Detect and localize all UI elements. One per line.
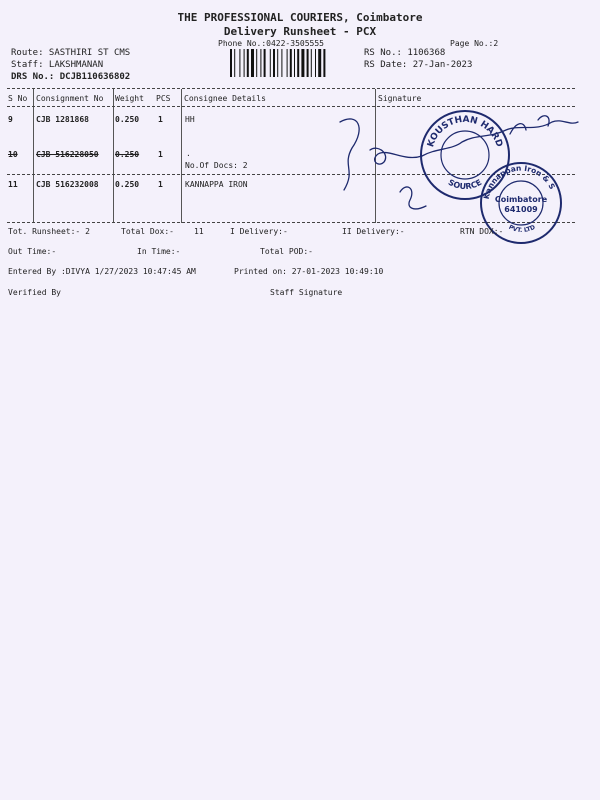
total-dox-value: 11 <box>194 227 204 236</box>
staff-signature: Staff Signature <box>270 288 343 297</box>
verified-by: Verified By <box>8 288 61 297</box>
row-weight: 0.250 <box>115 180 140 189</box>
col-signature: Signature <box>378 94 422 103</box>
row-sno: 10 <box>8 150 18 159</box>
out-time: Out Time:- <box>8 247 57 256</box>
row-consignment: CJB 516232008 <box>36 180 99 189</box>
page-number: Page No.:2 <box>450 39 499 48</box>
total-runsheet: Tot. Runsheet:- 2 <box>8 227 90 236</box>
stamp-a-top-text: KOUSTHAN HARD <box>426 114 504 149</box>
header-rule <box>7 106 575 107</box>
second-delivery: II Delivery:- <box>342 227 405 236</box>
stamp-b-bottom-text: PVT. LTD <box>507 223 537 235</box>
row-pcs: 1 <box>158 115 163 124</box>
row-consignee: . <box>186 149 191 158</box>
col-divider <box>181 89 182 223</box>
col-consignee: Consignee Details <box>184 94 266 103</box>
stamp-a-bottom-text: SOURCE <box>446 177 484 192</box>
row-sno: 11 <box>8 180 18 189</box>
col-consignment: Consignment No <box>36 94 104 103</box>
row-doc-count: No.Of Docs: 2 <box>185 161 248 170</box>
row-consignee: KANNAPPA IRON <box>185 180 248 189</box>
runsheet-subtitle: Delivery Runsheet - PCX <box>223 25 377 38</box>
row-sno: 9 <box>8 115 13 124</box>
staff-label: Staff: LAKSHMANAN <box>11 60 104 70</box>
printed-on: Printed on: 27-01-2023 10:49:10 <box>234 267 384 276</box>
stamp-b-city: Coimbatore <box>494 195 548 204</box>
col-divider <box>33 89 34 223</box>
table-top-rule <box>7 88 575 89</box>
row-weight: 0.250 <box>115 150 140 159</box>
first-delivery: I Delivery:- <box>230 227 288 236</box>
rs-date: RS Date: 27-Jan-2023 <box>364 60 473 70</box>
entered-by: Entered By :DIVYA 1/27/2023 10:47:45 AM <box>8 267 196 276</box>
row-pcs: 1 <box>158 180 163 189</box>
total-dox-label: Total Dox:- <box>121 227 174 236</box>
rs-number: RS No.: 1106368 <box>364 48 446 58</box>
col-sno: S No <box>8 94 28 103</box>
barcode-image <box>230 49 356 77</box>
route-label: Route: SASTHIRI ST CMS <box>11 48 131 58</box>
row-weight: 0.250 <box>115 115 140 124</box>
total-pod: Total POD:- <box>260 247 313 256</box>
row-consignment: CJB 516228050 <box>36 150 99 159</box>
stamp-b-pin: 641009 <box>504 205 538 214</box>
in-time: In Time:- <box>137 247 181 256</box>
drs-number: DRS No.: DCJB110636802 <box>11 72 131 82</box>
col-weight: Weight <box>115 94 144 103</box>
col-pcs: PCS <box>156 94 171 103</box>
row-consignee: HH <box>185 115 195 124</box>
return-dox: RTN DOX:- <box>460 227 504 236</box>
col-divider <box>113 89 114 223</box>
company-title: THE PROFESSIONAL COURIERS, Coimbatore <box>177 11 423 24</box>
stamp-b-top-text: Kannappan Iron & S <box>481 163 557 200</box>
row-consignment: CJB 1281868 <box>36 115 89 124</box>
phone-number: Phone No.:0422-3505555 <box>218 39 324 48</box>
row-pcs: 1 <box>158 150 163 159</box>
